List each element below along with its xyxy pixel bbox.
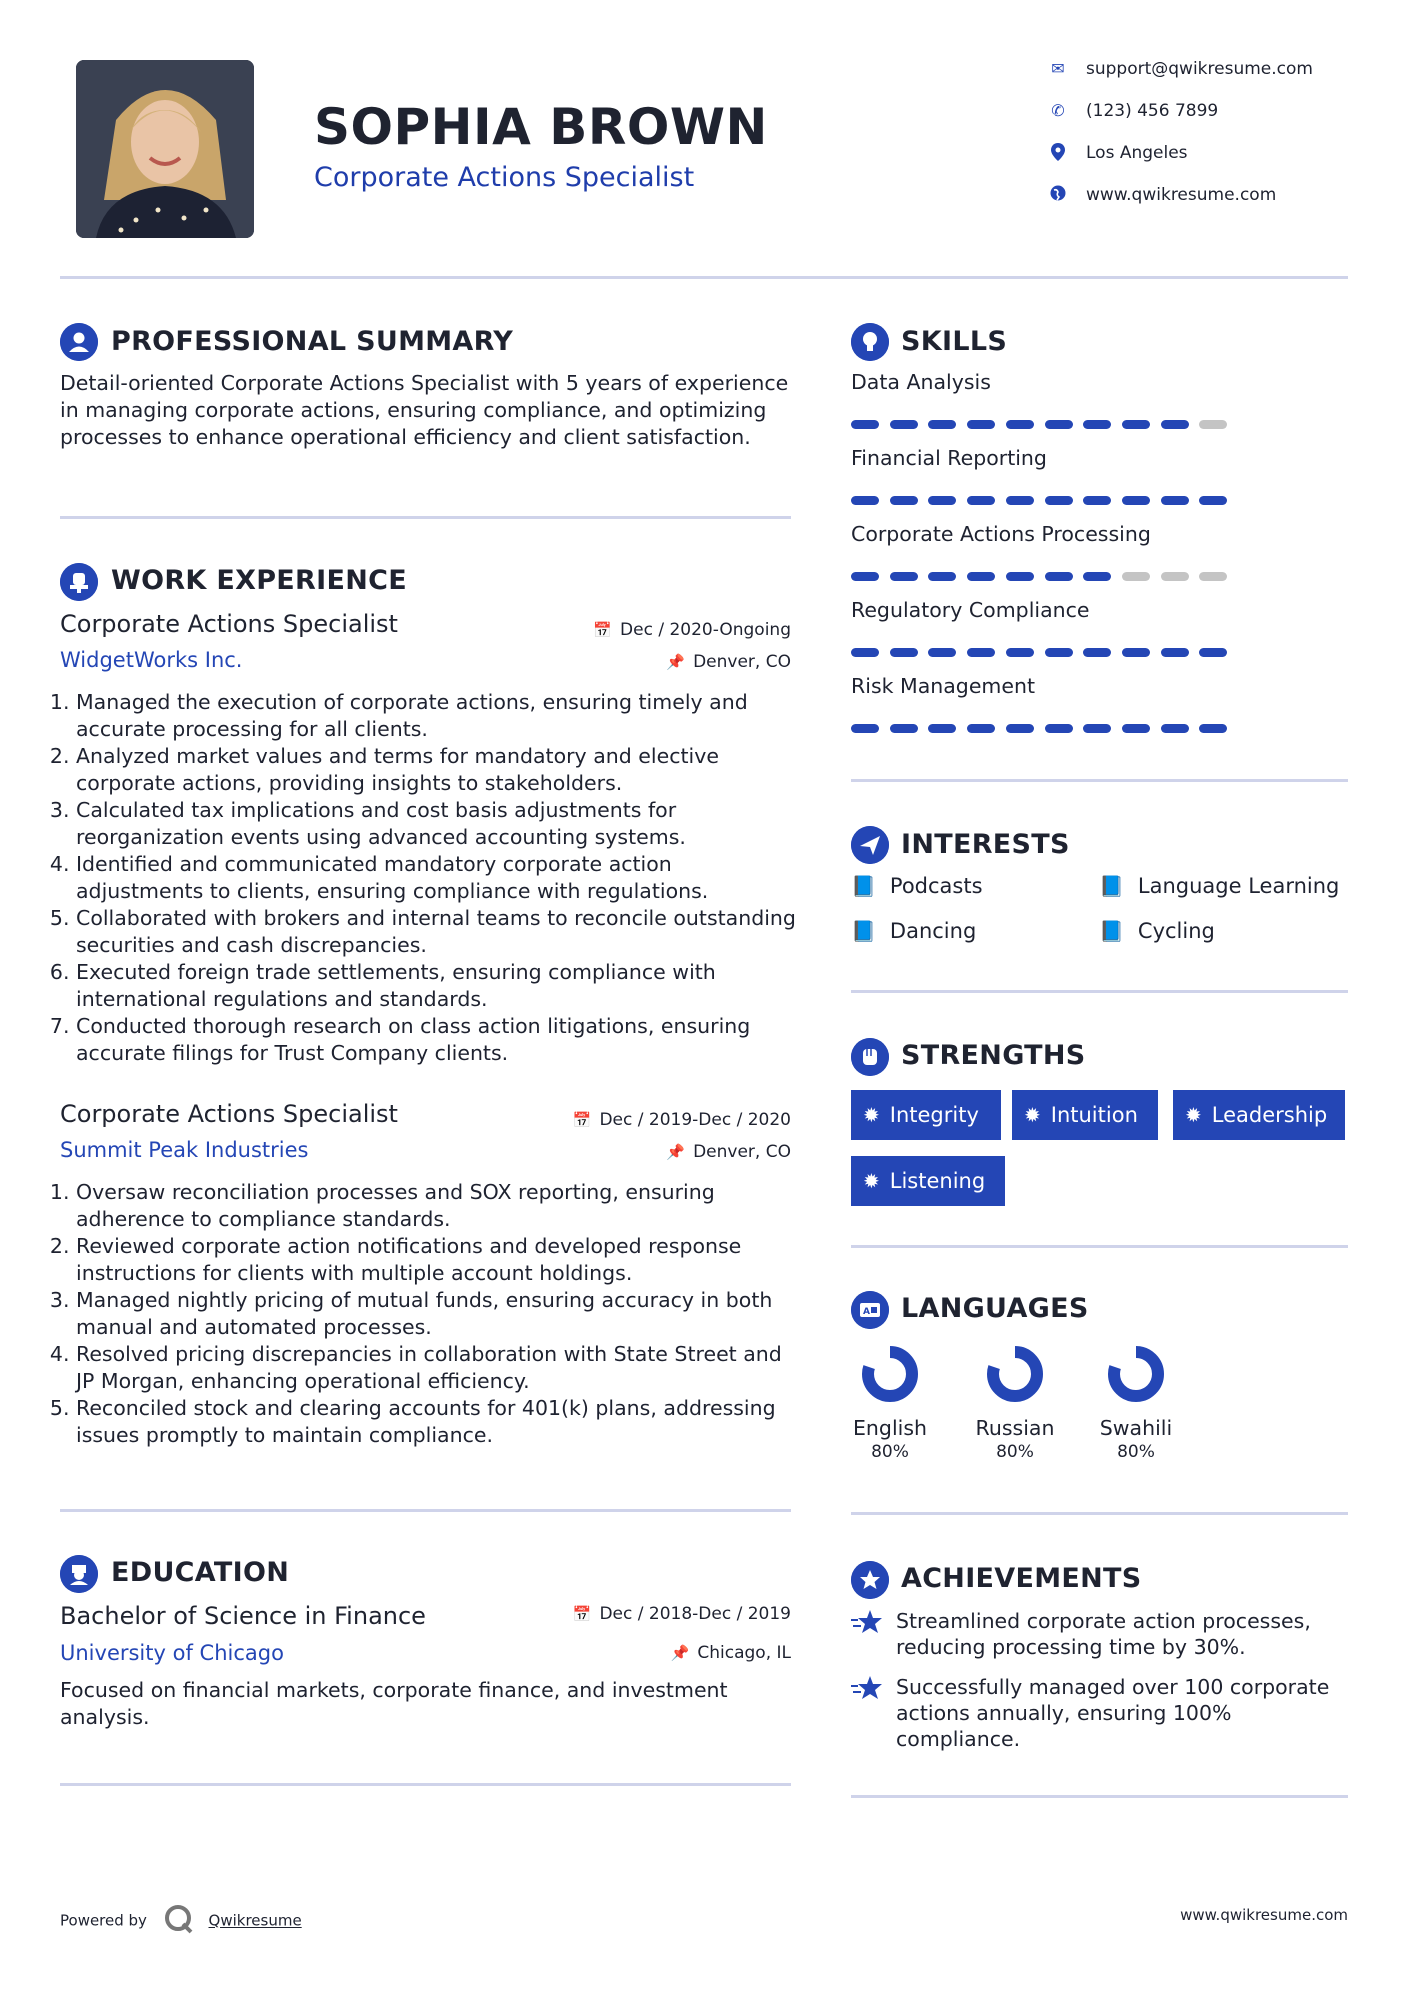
education-text: Focused on financial markets, corporate finance, and investment analysis. — [60, 1678, 728, 1729]
strength-tag: ✹ Listening — [851, 1156, 1005, 1206]
badge-icon: ✹ — [1024, 1103, 1041, 1127]
job-2-title: Corporate Actions Specialist — [60, 1100, 398, 1128]
achievements-heading: ACHIEVEMENTS — [901, 1563, 1142, 1594]
interest-item: 📘 Podcasts — [851, 874, 983, 898]
skill-level-dash — [1199, 420, 1227, 429]
star-badge-icon — [851, 1561, 889, 1599]
interest-item: 📘 Language Learning — [1099, 874, 1340, 898]
list-item: 4. Resolved pricing discrepancies in collaboration with State Street and JP Morgan, enhancing operational efficiency. — [76, 1341, 800, 1395]
skill-level-dash — [851, 572, 879, 581]
skill-name: Risk Management — [851, 674, 1036, 698]
star-icon — [851, 1608, 883, 1642]
summary-divider — [60, 516, 791, 519]
skill-level-dash — [967, 724, 995, 733]
footer-brand-link[interactable]: Qwikresume — [208, 1911, 302, 1930]
language-percent: 80% — [871, 1442, 909, 1462]
skill-level-dash — [967, 572, 995, 581]
education-location: 📌 Chicago, IL — [670, 1643, 791, 1663]
skill-level-dash — [1161, 648, 1189, 657]
job-2-company: Summit Peak Industries — [60, 1138, 309, 1162]
skill-level-dash — [1006, 724, 1034, 733]
skill-name: Regulatory Compliance — [851, 598, 1090, 622]
graduate-icon — [60, 1555, 98, 1593]
strength-tag: ✹ Intuition — [1012, 1090, 1158, 1140]
map-pin-icon — [1048, 143, 1068, 163]
list-item: 2. Reviewed corporate action notifications and developed response instructions for clients with multiple account holdings. — [76, 1233, 800, 1287]
job-1-bullets — [56, 689, 800, 1067]
skill-level-dash — [928, 420, 956, 429]
skill-level-dash — [851, 496, 879, 505]
book-icon: 📘 — [1099, 874, 1124, 898]
book-icon: 📘 — [851, 874, 876, 898]
language-ring — [985, 1344, 1045, 1404]
skill-level-dash — [1122, 648, 1150, 657]
skill-level-dash — [1199, 496, 1227, 505]
phone-icon: ✆ — [1051, 101, 1065, 120]
skill-level-dash — [1161, 496, 1189, 505]
skill-level-dash — [1045, 496, 1073, 505]
interest-item: 📘 Dancing — [851, 919, 977, 943]
badge-icon: ✹ — [863, 1103, 880, 1127]
list-item: 4. Identified and communicated mandatory corporate action adjustments to clients, ensuring compliance with regulations. — [76, 851, 800, 905]
skill-level-bar — [851, 724, 1231, 733]
skill-level-dash — [1006, 420, 1034, 429]
education-degree: Bachelor of Science in Finance — [60, 1602, 426, 1630]
achievement-item: Streamlined corporate action processes, reducing processing time by 30%. — [896, 1609, 1311, 1659]
pin-icon: 📌 — [666, 1143, 686, 1161]
skill-level-dash — [1122, 420, 1150, 429]
skill-level-dash — [1083, 724, 1111, 733]
svg-text:A: A — [863, 1307, 870, 1317]
list-item: 5. Collaborated with brokers and internal teams to reconcile outstanding securities and cash discrepancies. — [76, 905, 800, 959]
job-1-company: WidgetWorks Inc. — [60, 648, 243, 672]
skill-level-dash — [1045, 724, 1073, 733]
skill-level-dash — [890, 496, 918, 505]
experience-heading: WORK EXPERIENCE — [111, 565, 407, 596]
calendar-icon: 📅 — [572, 1111, 592, 1129]
calendar-icon: 📅 — [593, 621, 613, 639]
profile-photo — [76, 60, 254, 238]
skill-level-dash — [1083, 572, 1111, 581]
list-item: 3. Calculated tax implications and cost basis adjustments for reorganization events using advanced accounting systems. — [76, 797, 800, 851]
skill-level-dash — [1045, 420, 1073, 429]
globe-icon — [1048, 185, 1068, 205]
skill-level-dash — [1083, 496, 1111, 505]
education-school: University of Chicago — [60, 1641, 284, 1665]
language-name: Swahili — [1099, 1416, 1173, 1440]
summary-text: Detail-oriented Corporate Actions Specialist with 5 years of experience in managing corporate actions, ensuring compliance, and optimizing processes to enhance operational efficiency and client satisfaction. — [60, 371, 789, 449]
education-heading: EDUCATION — [111, 1557, 290, 1588]
skill-name: Data Analysis — [851, 370, 991, 394]
language-percent: 80% — [996, 1442, 1034, 1462]
candidate-name: SOPHIA BROWN — [314, 98, 768, 156]
strength-tag: ✹ Integrity — [851, 1090, 1001, 1140]
pin-icon: 📌 — [670, 1644, 690, 1662]
skill-level-bar — [851, 648, 1231, 657]
language-item — [1076, 1344, 1196, 1462]
skill-level-dash — [1045, 572, 1073, 581]
language-name: English — [852, 1416, 928, 1440]
skill-level-dash — [1006, 496, 1034, 505]
skill-name: Financial Reporting — [851, 446, 1047, 470]
qwikresume-logo-icon — [164, 1904, 194, 1938]
language-percent: 80% — [1117, 1442, 1155, 1462]
skill-level-dash — [851, 724, 879, 733]
achievements-divider — [851, 1795, 1348, 1798]
badge-icon: ✹ — [863, 1169, 880, 1193]
languages-heading: LANGUAGES — [901, 1293, 1089, 1324]
skill-level-dash — [890, 572, 918, 581]
skill-level-dash — [928, 572, 956, 581]
education-divider — [60, 1783, 791, 1786]
fist-icon — [851, 1038, 889, 1076]
footer-site-link[interactable]: www.qwikresume.com — [1180, 1906, 1348, 1924]
skill-level-dash — [1161, 420, 1189, 429]
skill-level-dash — [890, 724, 918, 733]
job-1-title: Corporate Actions Specialist — [60, 610, 398, 638]
skill-level-dash — [967, 496, 995, 505]
skill-level-dash — [1083, 648, 1111, 657]
paper-plane-icon — [851, 826, 889, 864]
footer-powered-by: Powered by Qwikresume — [60, 1904, 302, 1938]
job-1-dates: 📅 Dec / 2020-Ongoing — [593, 620, 791, 640]
skill-level-bar — [851, 572, 1231, 581]
skill-level-dash — [1199, 724, 1227, 733]
strengths-heading: STRENGTHS — [901, 1040, 1086, 1071]
list-item: 6. Executed foreign trade settlements, ensuring compliance with international regulations and standards. — [76, 959, 800, 1013]
list-item: 1. Managed the execution of corporate actions, ensuring timely and accurate processing for all clients. — [76, 689, 800, 743]
skill-level-dash — [851, 420, 879, 429]
skill-level-dash — [928, 648, 956, 657]
skill-level-bar — [851, 420, 1231, 429]
skill-level-dash — [1161, 724, 1189, 733]
job-2-dates: 📅 Dec / 2019-Dec / 2020 — [572, 1110, 791, 1130]
language-item — [955, 1344, 1075, 1462]
strength-tag: ✹ Leadership — [1173, 1090, 1345, 1140]
job-2-location: 📌 Denver, CO — [666, 1142, 791, 1162]
header-divider — [60, 276, 1348, 279]
language-ring-arc — [868, 1352, 912, 1396]
achievement-item: Successfully managed over 100 corporate actions annually, ensuring 100% compliance. — [896, 1675, 1330, 1751]
book-icon: 📘 — [1099, 919, 1124, 943]
star-icon — [851, 1674, 883, 1708]
skill-level-bar — [851, 496, 1231, 505]
lightbulb-icon — [851, 323, 889, 361]
skill-level-dash — [1199, 572, 1227, 581]
skill-level-dash — [890, 648, 918, 657]
list-item: 2. Analyzed market values and terms for mandatory and elective corporate actions, providing insights to stakeholders. — [76, 743, 800, 797]
education-dates: 📅 Dec / 2018-Dec / 2019 — [572, 1604, 791, 1624]
skill-level-dash — [890, 420, 918, 429]
language-item — [830, 1344, 950, 1462]
list-item: 7. Conducted thorough research on class action litigations, ensuring accurate filings for Trust Company clients. — [76, 1013, 800, 1067]
book-icon: 📘 — [851, 919, 876, 943]
languages-divider — [851, 1512, 1348, 1515]
interest-item: 📘 Cycling — [1099, 919, 1215, 943]
briefcase-icon — [60, 563, 98, 601]
skills-divider — [851, 779, 1348, 782]
skill-level-dash — [1199, 648, 1227, 657]
skill-level-dash — [1122, 572, 1150, 581]
skill-level-dash — [1161, 572, 1189, 581]
skill-level-dash — [967, 420, 995, 429]
skill-level-dash — [1045, 648, 1073, 657]
calendar-icon: 📅 — [572, 1605, 592, 1623]
skill-level-dash — [928, 496, 956, 505]
interests-divider — [851, 990, 1348, 993]
language-ring — [1106, 1344, 1166, 1404]
language-name: Russian — [975, 1416, 1055, 1440]
job-2-bullets — [56, 1179, 800, 1449]
user-icon — [60, 323, 98, 361]
experience-divider — [60, 1509, 791, 1512]
language-ring-arc — [1114, 1352, 1158, 1396]
skill-level-dash — [1006, 648, 1034, 657]
summary-heading: PROFESSIONAL SUMMARY — [111, 326, 514, 357]
skill-name: Corporate Actions Processing — [851, 522, 1151, 546]
list-item: 3. Managed nightly pricing of mutual funds, ensuring accuracy in both manual and automated processes. — [76, 1287, 800, 1341]
job-1-location: 📌 Denver, CO — [666, 652, 791, 672]
list-item: 1. Oversaw reconciliation processes and SOX reporting, ensuring adherence to compliance standards. — [76, 1179, 800, 1233]
skills-heading: SKILLS — [901, 326, 1008, 357]
list-item: 5. Reconciled stock and clearing accounts for 401(k) plans, addressing issues promptly to maintain compliance. — [76, 1395, 800, 1449]
skill-level-dash — [1122, 724, 1150, 733]
strengths-divider — [851, 1245, 1348, 1248]
pin-icon: 📌 — [666, 653, 686, 671]
skill-level-dash — [1083, 420, 1111, 429]
skill-level-dash — [1006, 572, 1034, 581]
badge-icon: ✹ — [1185, 1103, 1202, 1127]
language-ring-arc — [993, 1352, 1037, 1396]
skill-level-dash — [928, 724, 956, 733]
translate-icon — [851, 1291, 889, 1329]
envelope-icon: ✉ — [1051, 59, 1065, 78]
interests-heading: INTERESTS — [901, 829, 1070, 860]
skill-level-dash — [1122, 496, 1150, 505]
language-ring — [860, 1344, 920, 1404]
skill-level-dash — [851, 648, 879, 657]
candidate-title: Corporate Actions Specialist — [314, 162, 695, 193]
skill-level-dash — [967, 648, 995, 657]
